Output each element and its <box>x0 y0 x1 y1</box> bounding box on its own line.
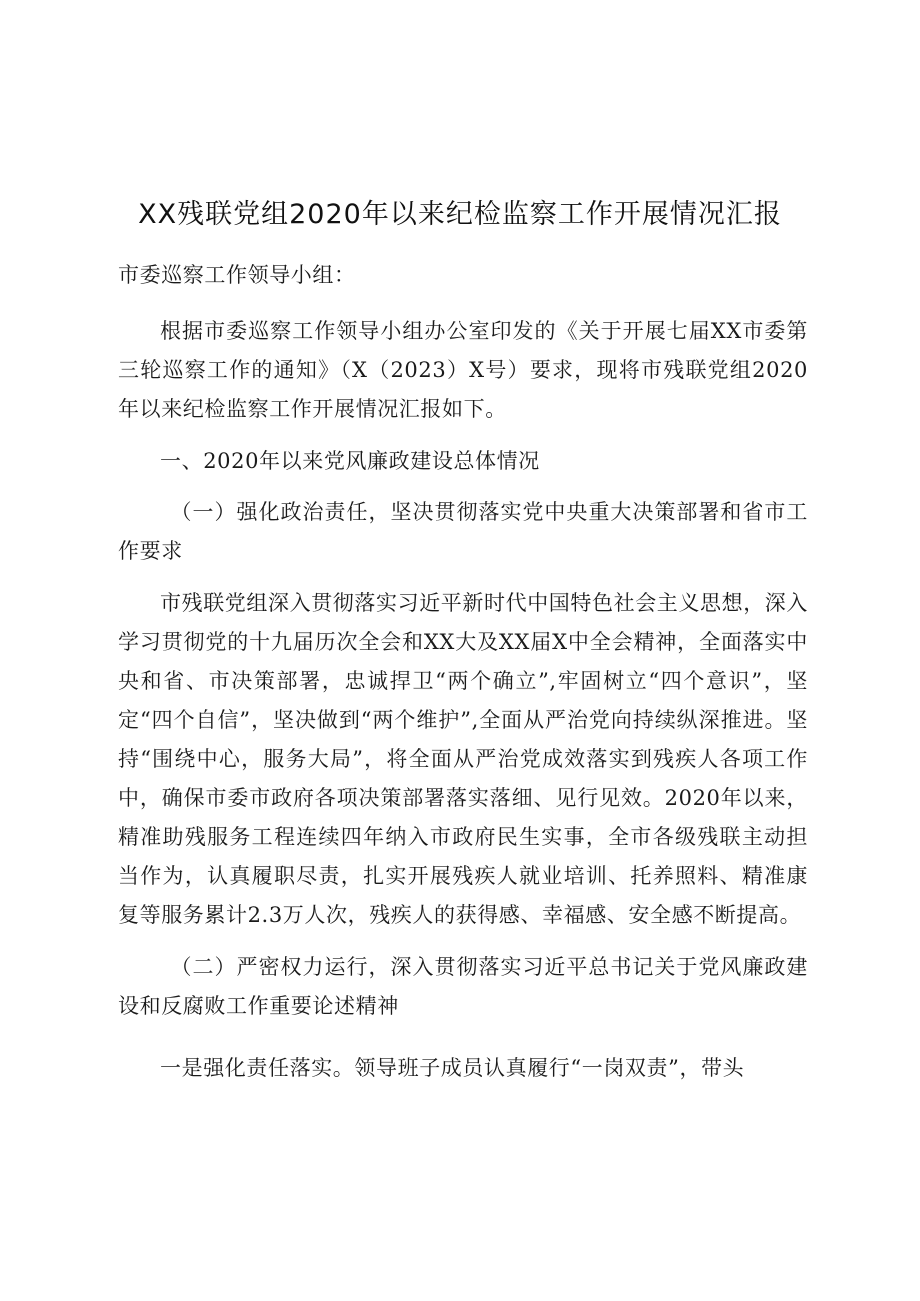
body-paragraph: 市残联党组深入贯彻落实习近平新时代中国特色社会主义思想，深入学习贯彻党的十九届历次全会和XX大及XX届X中全会精神，全面落实中央和省、市决策部署，忠诚捍卫“两个确立”,牢固树立“四个意识”，坚定“四个自信”，坚决做到“两个维护”,全面从严治党向持续纵深推进。坚持“围绕中心，服务大局”，将全面从严治党成效落实到残疾人各项工作中，确保市委市政府各项决策部署落实落细、见行见效。2020年以来，精准助残服务工程连续四年纳入市政府民生实事，全市各级残联主动担当作为，认真履职尽责，扎实开展残疾人就业培训、托养照料、精准康复等服务累计2.3万人次，残疾人的获得感、幸福感、安全感不断提高。 <box>118 591 808 927</box>
body-paragraph: 一是强化责任落实。领导班子成员认真履行“一岗双责”，带头 <box>160 1056 745 1080</box>
document-title: XX残联党组2020年以来纪检监察工作开展情况汇报 <box>138 199 782 230</box>
section-heading: 一、2020年以来党风廉政建设总体情况 <box>160 449 540 473</box>
salutation: 市委巡察工作领导小组： <box>118 263 356 287</box>
document-body <box>118 256 808 1088</box>
subsection-heading: （一）强化政治责任，坚决贯彻落实党中央重大决策部署和省市工作要求 <box>118 500 808 563</box>
intro-paragraph: 根据市委巡察工作领导小组办公室印发的《关于开展七届XX市委第三轮巡察工作的通知》（X（2023）X号）要求，现将市残联党组2020年以来纪检监察工作开展情况汇报如下。 <box>118 319 808 421</box>
subsection-heading: （二）严密权力运行，深入贯彻落实习近平总书记关于党风廉政建设和反腐败工作重要论述精神 <box>118 955 808 1018</box>
